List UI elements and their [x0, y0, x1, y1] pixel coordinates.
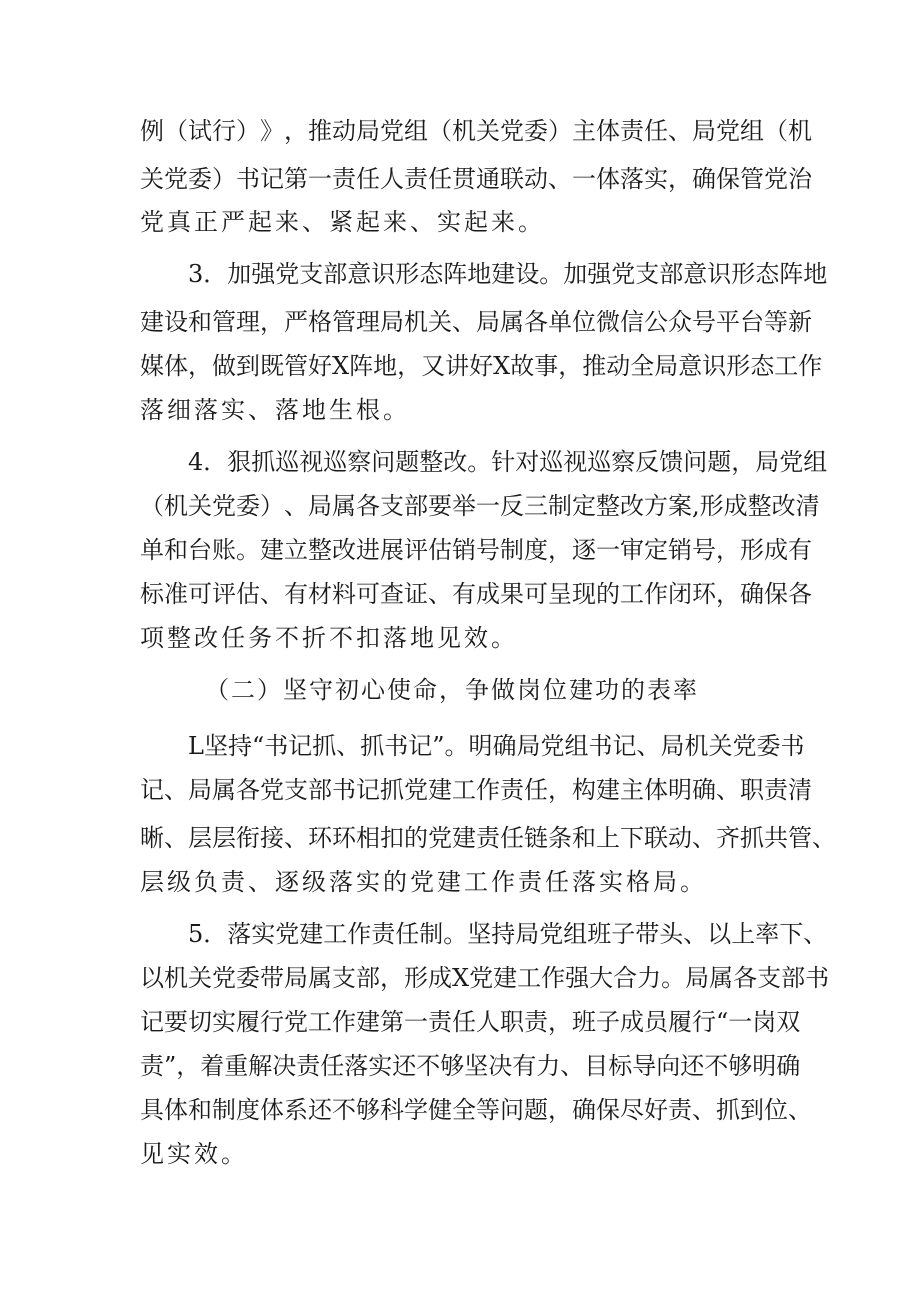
text-line: L 坚 持 “ 书 记 抓 、 抓 书 记 ” 。 明 确 局 党 组 书 记 、 局 机 关 党 委 书	[188, 732, 805, 760]
text-line: （ 机 关 党 委 ） 、 局 属 各 支 部 要 举 一 反 三 制 定 整 改 方 案 , 形 成 整 改 清	[140, 492, 820, 520]
text-line: 项整改任务不折不扣落地见效。	[140, 624, 518, 652]
text-line: 具 体 和 制 度 体 系 还 不 够 科 学 健 全 等 问 题 ， 确 保 尽 好 责 、 抓 到 位 、	[140, 1096, 812, 1124]
text-line: 落细落实、落地生根。	[140, 396, 410, 424]
text-line: 见实效。	[140, 1140, 248, 1168]
text-line: 单 和 台 账 。 建 立 整 改 进 展 评 估 销 号 制 度 ， 逐 一 审 定 销 号 ， 形 成 有	[140, 536, 812, 564]
text-line: 责 ” ， 着 重 解 决 责 任 落 实 还 不 够 坚 决 有 力 、 目 标 导 向 还 不 够 明 确	[140, 1052, 801, 1080]
text-line: 晰 、 层 层 衔 接 、 环 环 相 扣 的 党 建 责 任 链 条 和 上 下 联 动 、 齐 抓 共 管 、	[140, 824, 836, 852]
text-line: 建 设 和 管 理 ， 严 格 管 理 局 机 关 、 局 属 各 单 位 微 信 公 众 号 平 台 等 新	[140, 308, 812, 336]
text-line: 记 、 局 属 各 党 支 部 书 记 抓 党 建 工 作 责 任 ， 构 建 主 体 明 确 、 职 责 清	[140, 776, 812, 804]
text-line: 5 ． 落 实 党 建 工 作 责 任 制 。 坚 持 局 党 组 班 子 带 头 、 以 上 率 下 、	[188, 920, 828, 948]
text-line: 层级负责、逐级落实的党建工作责任落实格局。	[140, 868, 707, 896]
text-line: 例 （ 试 行 ） 》 ， 推 动 局 党 组 （ 机 关 党 委 ） 主 体 责 任 、 局 党 组 （ 机	[140, 117, 812, 145]
text-line: 标 准 可 评 估 、 有 材 料 可 查 证 、 有 成 果 可 呈 现 的 工 作 闭 环 ， 确 保 各	[140, 580, 812, 608]
heading-text: （二）坚守初心使命，争做岗位建功的表率	[205, 676, 699, 704]
text-line: 4 ． 狠 抓 巡 视 巡 察 问 题 整 改 。 针 对 巡 视 巡 察 反 馈 问 题 ， 局 党 组	[188, 448, 828, 476]
text-line: 以 机 关 党 委 带 局 属 支 部 ， 形 成 X 党 建 工 作 强 大 合 力 。 局 属 各 支 部 书	[140, 964, 830, 992]
text-line: 记 要 切 实 履 行 党 工 作 建 第 一 责 任 人 职 责 ， 班 子 成 员 履 行 “ 一 岗 双	[140, 1008, 801, 1036]
text-line: 关 党 委 ） 书 记 第 一 责 任 人 责 任 贯 通 联 动 、 一 体 落 实 ， 确 保 管 党 治	[140, 165, 812, 193]
text-line: 媒 体 ， 做 到 既 管 好 X 阵 地 ， 又 讲 好 X 故 事 ， 推 动 全 局 意 识 形 态 工 作	[140, 352, 823, 380]
text-line: 党真正严起来、紧起来、实起来。	[140, 208, 545, 236]
text-line: 3 ． 加 强 党 支 部 意 识 形 态 阵 地 建 设 。 加 强 党 支 部 意 识 形 态 阵 地	[188, 260, 828, 288]
